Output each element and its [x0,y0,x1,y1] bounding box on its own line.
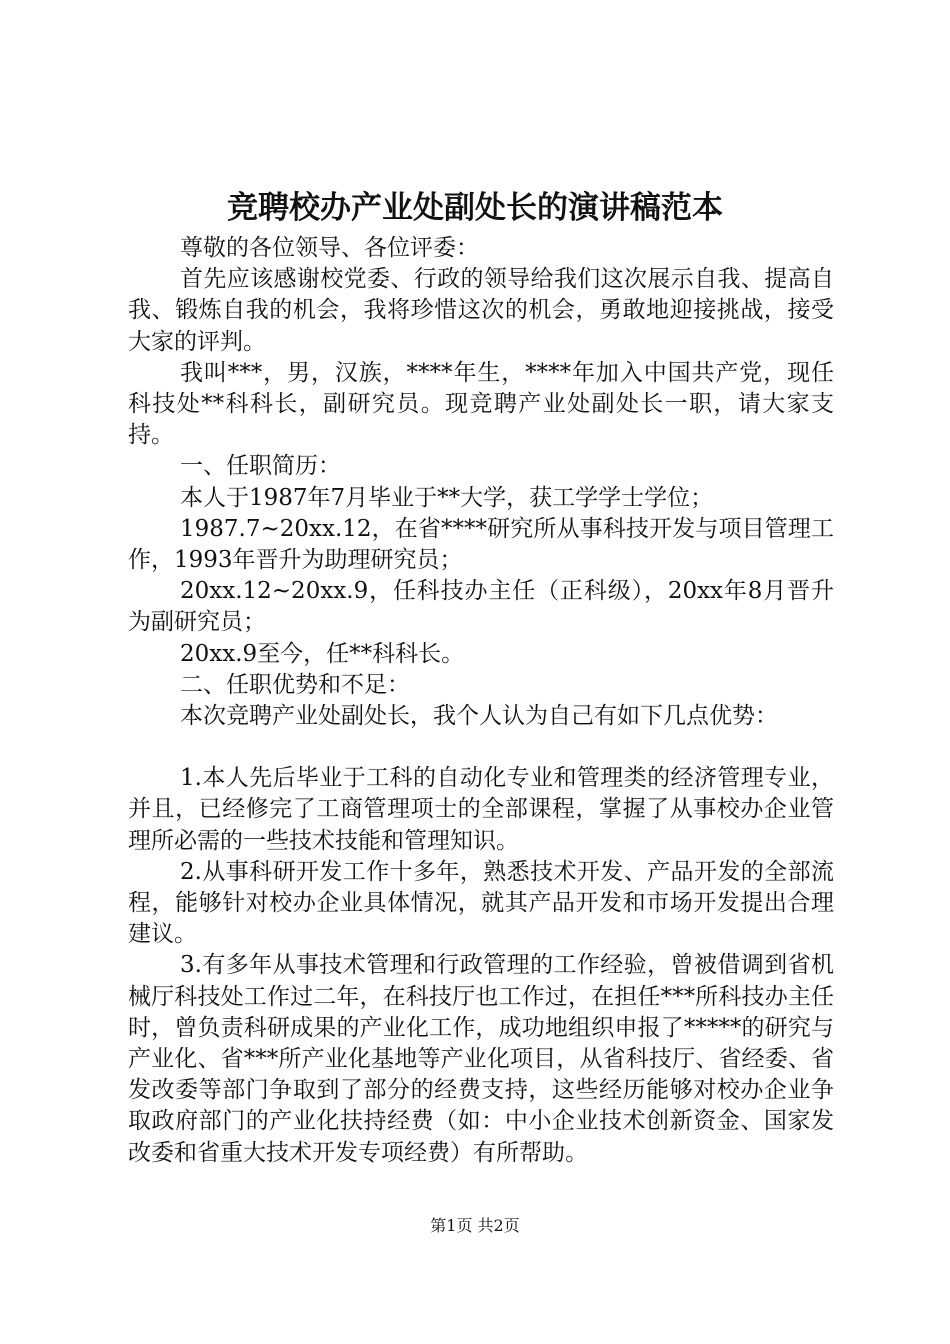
document-title: 竞聘校办产业处副处长的演讲稿范本 [227,190,723,226]
paragraph: 本人于1987年7月毕业于**大学，获工学学士学位； [180,484,714,511]
blank-line [128,732,834,763]
paragraph: 1987.7~20xx.12，在省****研究所从事科技开发与项目管理工作，1993年晋升为助理研究员； [128,515,834,574]
paragraph: 20xx.9至今，任**科科长。 [180,640,465,667]
section-heading: 二、任职优势和不足： [180,671,410,698]
section-heading: 一、任职简历： [180,453,341,480]
list-item: 3.有多年从事技术管理和行政管理的工作经验，曾被借调到省机械厅科技处工作过二年，在科技厅也工作过，在担任***所科技办主任时，曾负责科研成果的产业化工作，成功地组织申报了*****的研究与产业化、省***所产业化基地等产业化项目，从省科技厅、省经委、省发改委等部门争取到了部分的经费支持，这些经历能够对校办企业争取政府部门的产业化扶持经费（如：中小企业技术创新资金、国家发改委和省重大技术开发专项经费）有所帮助。 [128,952,834,1166]
document-body [128,233,834,1169]
paragraph: 我叫***，男，汉族，****年生，****年加入中国共产党，现任科技处**科科长，副研究员。现竞聘产业处副处长一职，请大家支持。 [128,359,834,449]
paragraph: 本次竞聘产业处副处长，我个人认为自己有如下几点优势： [180,703,778,730]
list-item: 1.本人先后毕业于工科的自动化专业和管理类的经济管理专业，并且，已经修完了工商管理项士的全部课程，掌握了从事校办企业管理所必需的一些技术技能和管理知识。 [128,765,834,854]
list-item: 2.从事科研开发工作十多年，熟悉技术开发、产品开发的全部流程，能够针对校办企业具体情况，就其产品开发和市场开发提出合理建议。 [128,858,834,948]
page-footer: 第1页 共2页 [430,1216,520,1235]
paragraph: 20xx.12~20xx.9，任科技办主任（正科级），20xx年8月晋升为副研究员； [128,578,834,636]
salutation-paragraph: 尊敬的各位领导、各位评委： [180,235,479,261]
paragraph: 首先应该感谢校党委、行政的领导给我们这次展示自我、提高自我、锻炼自我的机会，我将珍惜这次的机会，勇敢地迎接挑战，接受大家的评判。 [128,266,834,355]
